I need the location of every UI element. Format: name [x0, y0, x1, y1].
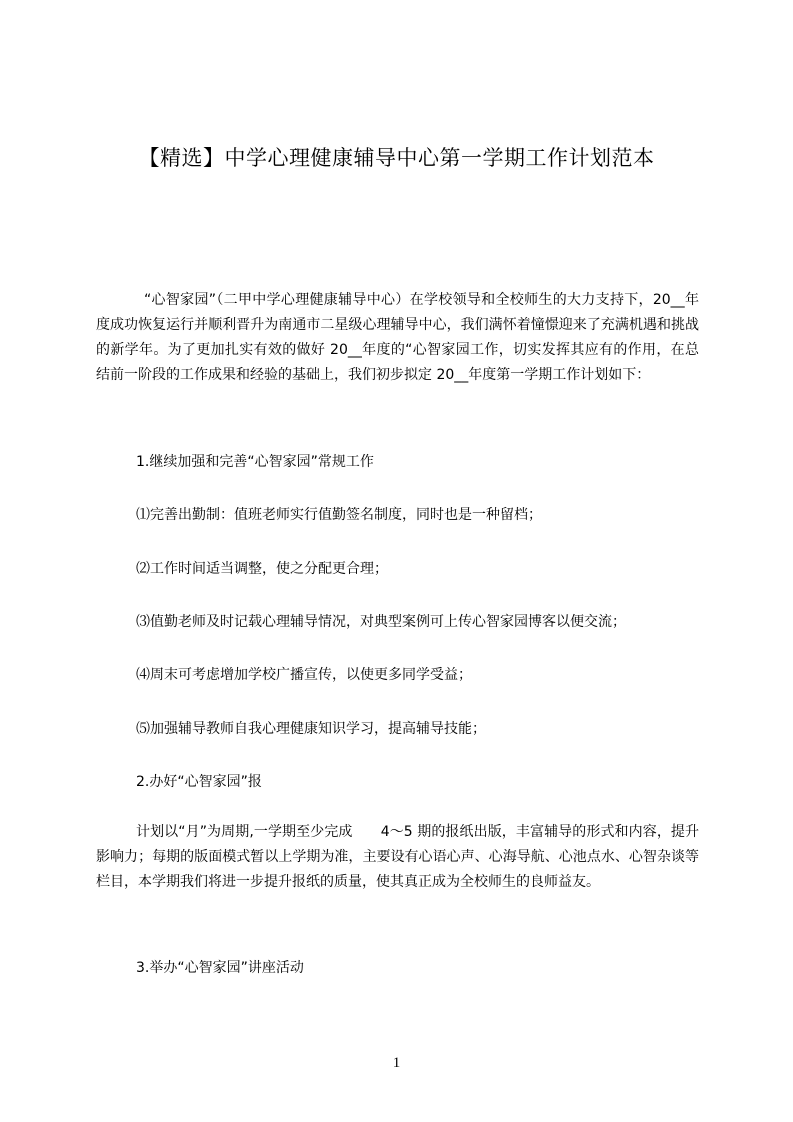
section-3-heading: 3.举办“心智家园”讲座活动 [136, 960, 304, 976]
section-2-paragraph: 计划以“月”为周期,一学期至少完成 4～5 期的报纸出版，丰富辅导的形式和内容，提升影响力；每期的版面模式暂以上学期为准，主要设有心语心声、心海导航、心池点水、心智杂谈等栏目，本学期我们将进一步提升报纸的质量，使其真正成为全校师生的良师益友。 [96, 824, 699, 890]
section-1-item-5: ⑸加强辅导教师自我心理健康知识学习，提高辅导技能； [136, 721, 486, 737]
intro-paragraph: “心智家园”（二甲中学心理健康辅导中心）在学校领导和全校师生的大力支持下，20__年度成功恢复运行并顺利晋升为南通市二星级心理辅导中心，我们满怀着憧憬迎来了充满机遇和挑战的新学年。为了更加扎实有效的做好 20__年度的“心智家园工作，切实发挥其应有的作用，在总结前一阶段的工作成果和经验的基础上，我们初步拟定 20__年度第一学期工作计划如下： [96, 292, 699, 383]
section-1-item-2: ⑵工作时间适当调整，使之分配更合理； [136, 561, 388, 577]
page-number: 1 [392, 1055, 401, 1071]
section-2-heading: 2.办好“心智家园”报 [136, 774, 262, 790]
section-1-item-4: ⑷周末可考虑增加学校广播宣传，以使更多同学受益； [136, 667, 472, 683]
document-title: 【精选】中学心理健康辅导中心第一学期工作计划范本 [138, 146, 655, 170]
section-1-item-3: ⑶值勤老师及时记载心理辅导情况，对典型案例可上传心智家园博客以便交流； [136, 614, 626, 630]
section-1-item-1: ⑴完善出勤制：值班老师实行值勤签名制度，同时也是一种留档； [136, 507, 542, 523]
section-1-heading: 1.继续加强和完善“心智家园”常规工作 [136, 454, 374, 470]
